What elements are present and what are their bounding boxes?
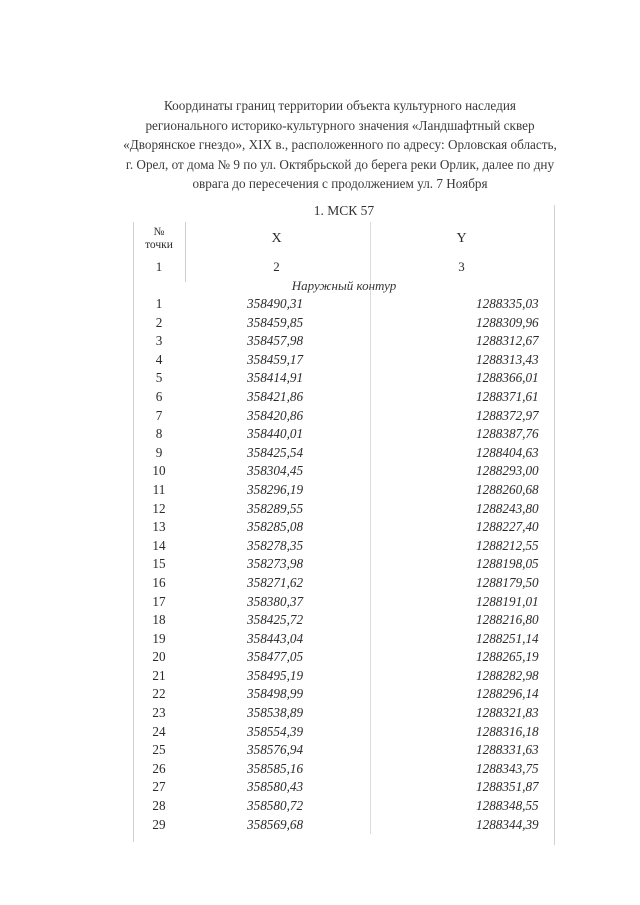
column-rule <box>185 222 186 282</box>
header-x: X <box>271 231 282 246</box>
point-number-cell: 12 <box>152 500 166 516</box>
table-row <box>133 723 555 742</box>
heading-line: регионального историко-культурного значения «Ландшафтный сквер <box>145 117 535 133</box>
y-coordinate-cell: 1288216,80 <box>476 612 539 628</box>
x-coordinate-cell: 358580,43 <box>247 779 304 795</box>
x-coordinate-cell: 358459,17 <box>247 351 304 367</box>
x-coordinate-cell: 358457,98 <box>247 333 304 349</box>
table-row <box>133 593 555 612</box>
x-coordinate-cell: 358576,94 <box>247 742 304 758</box>
x-coordinate-cell: 358495,19 <box>247 667 304 683</box>
header-y: Y <box>456 231 467 246</box>
x-coordinate-cell: 358569,68 <box>247 816 304 832</box>
x-coordinate-cell: 358380,37 <box>247 593 304 609</box>
header-point-no: № точки <box>145 226 173 251</box>
table-row <box>133 462 555 481</box>
y-coordinate-cell: 1288179,50 <box>476 574 539 590</box>
column-rule <box>554 205 555 845</box>
table-row <box>133 667 555 686</box>
point-number-cell: 18 <box>152 612 166 628</box>
x-coordinate-cell: 358538,89 <box>247 705 304 721</box>
x-coordinate-cell: 358459,85 <box>247 314 304 330</box>
table-row <box>133 797 555 816</box>
y-coordinate-cell: 1288282,98 <box>476 667 539 683</box>
x-coordinate-cell: 358498,99 <box>247 686 304 702</box>
point-number-cell: 13 <box>152 519 166 535</box>
point-number-cell: 2 <box>155 314 163 330</box>
column-number: 1 <box>155 259 163 274</box>
y-coordinate-cell: 1288316,18 <box>476 723 539 739</box>
table-row <box>133 351 555 370</box>
x-coordinate-cell: 358414,91 <box>247 370 304 386</box>
y-coordinate-cell: 1288335,03 <box>476 296 539 311</box>
table-row <box>133 444 555 463</box>
x-coordinate-cell: 358585,16 <box>247 760 304 776</box>
table-row <box>133 648 555 667</box>
coordinate-system-title: 1. МСК 57 <box>313 203 375 218</box>
x-coordinate-cell: 358304,45 <box>247 463 304 479</box>
point-number-cell: 19 <box>152 630 166 646</box>
point-number-cell: 24 <box>152 723 166 739</box>
point-number-cell: 10 <box>152 463 166 479</box>
table-row <box>133 760 555 779</box>
point-number-cell: 11 <box>152 481 166 497</box>
table-row <box>133 778 555 797</box>
point-number-cell: 8 <box>155 426 163 442</box>
table-row <box>133 630 555 649</box>
y-coordinate-cell: 1288243,80 <box>476 500 539 516</box>
table-row <box>133 555 555 574</box>
table-row <box>133 537 555 556</box>
point-number-cell: 16 <box>152 574 166 590</box>
table-row <box>133 500 555 519</box>
y-coordinate-cell: 1288348,55 <box>476 798 539 814</box>
x-coordinate-cell: 358440,01 <box>247 426 304 442</box>
y-coordinate-cell: 1288265,19 <box>476 649 539 665</box>
x-coordinate-cell: 358477,05 <box>247 649 304 665</box>
x-coordinate-cell: 358490,31 <box>247 296 304 311</box>
table-row <box>133 574 555 593</box>
table-row <box>133 611 555 630</box>
y-coordinate-cell: 1288372,97 <box>476 407 539 423</box>
point-number-cell: 9 <box>155 444 163 460</box>
point-number-cell: 17 <box>152 593 166 609</box>
x-coordinate-cell: 358421,86 <box>247 388 304 404</box>
y-coordinate-cell: 1288309,96 <box>476 314 539 330</box>
y-coordinate-cell: 1288227,40 <box>476 519 539 535</box>
y-coordinate-cell: 1288371,61 <box>476 388 539 404</box>
x-coordinate-cell: 358278,35 <box>247 537 304 553</box>
coordinates-table <box>133 201 555 834</box>
heading-line: г. Орел, от дома № 9 по ул. Октябрьской до берега реки Орлик, далее по дну <box>125 156 555 172</box>
table-row <box>133 425 555 444</box>
x-coordinate-cell: 358285,08 <box>247 519 304 535</box>
y-coordinate-cell: 1288343,75 <box>476 760 539 776</box>
point-number-cell: 26 <box>152 760 166 776</box>
column-number: 3 <box>458 259 465 274</box>
x-coordinate-cell: 358296,19 <box>247 481 304 497</box>
y-coordinate-cell: 1288260,68 <box>476 481 539 497</box>
x-coordinate-cell: 358425,72 <box>247 612 304 628</box>
x-coordinate-cell: 358273,98 <box>247 556 304 572</box>
x-coordinate-cell: 358420,86 <box>247 407 304 423</box>
y-coordinate-cell: 1288344,39 <box>476 816 539 832</box>
column-number: 2 <box>273 259 280 274</box>
document-heading <box>80 96 600 194</box>
table-row <box>133 741 555 760</box>
point-number-cell: 5 <box>155 370 163 386</box>
column-rule <box>133 222 134 842</box>
table-row <box>133 295 555 314</box>
x-coordinate-cell: 358271,62 <box>247 574 304 590</box>
table-body <box>133 295 555 834</box>
point-number-cell: 15 <box>152 556 166 572</box>
y-coordinate-cell: 1288313,43 <box>476 351 539 367</box>
y-coordinate-cell: 1288296,14 <box>476 686 539 702</box>
point-number-cell: 29 <box>152 816 166 832</box>
point-number-cell: 25 <box>152 742 166 758</box>
y-coordinate-cell: 1288351,87 <box>476 779 539 795</box>
column-numbers-row <box>133 257 555 276</box>
x-coordinate-cell: 358425,54 <box>247 444 304 460</box>
y-coordinate-cell: 1288366,01 <box>476 370 539 386</box>
point-number-cell: 28 <box>152 798 166 814</box>
point-number-cell: 4 <box>155 351 163 367</box>
point-number-cell: 14 <box>152 537 166 553</box>
heading-line: Координаты границ территории объекта культурного наследия <box>164 98 516 113</box>
point-number-cell: 7 <box>155 407 163 423</box>
table-row <box>133 685 555 704</box>
y-coordinate-cell: 1288212,55 <box>476 537 539 553</box>
x-coordinate-cell: 358289,55 <box>247 500 304 516</box>
y-coordinate-cell: 1288251,14 <box>476 630 539 646</box>
table-row <box>133 369 555 388</box>
point-number-cell: 1 <box>155 296 163 311</box>
table-row <box>133 518 555 537</box>
x-coordinate-cell: 358554,39 <box>247 723 304 739</box>
heading-line: оврага до пересечения с продолжением ул. 7 Ноября <box>192 176 488 191</box>
x-coordinate-cell: 358580,72 <box>247 798 304 814</box>
table-row <box>133 407 555 426</box>
column-rule <box>370 222 371 834</box>
y-coordinate-cell: 1288387,76 <box>476 426 539 442</box>
table-row <box>133 816 555 835</box>
point-number-cell: 3 <box>155 333 163 349</box>
y-coordinate-cell: 1288191,01 <box>476 593 539 609</box>
section-title: Наружный контур <box>291 278 397 293</box>
point-number-cell: 22 <box>152 686 166 702</box>
table-header <box>133 221 555 257</box>
point-number-cell: 27 <box>152 779 166 795</box>
y-coordinate-cell: 1288312,67 <box>476 333 539 349</box>
y-coordinate-cell: 1288404,63 <box>476 444 539 460</box>
point-number-cell: 23 <box>152 705 166 721</box>
table-row <box>133 332 555 351</box>
x-coordinate-cell: 358443,04 <box>247 630 304 646</box>
point-number-cell: 6 <box>155 388 163 404</box>
table-row <box>133 481 555 500</box>
y-coordinate-cell: 1288293,00 <box>476 463 539 479</box>
table-row <box>133 388 555 407</box>
y-coordinate-cell: 1288198,05 <box>476 556 539 572</box>
y-coordinate-cell: 1288321,83 <box>476 705 539 721</box>
table-row <box>133 704 555 723</box>
point-number-cell: 21 <box>152 667 166 683</box>
point-number-cell: 20 <box>152 649 166 665</box>
table-row <box>133 314 555 333</box>
heading-line: «Дворянское гнездо», XIX в., расположенного по адресу: Орловская область, <box>123 137 557 152</box>
y-coordinate-cell: 1288331,63 <box>476 742 539 758</box>
